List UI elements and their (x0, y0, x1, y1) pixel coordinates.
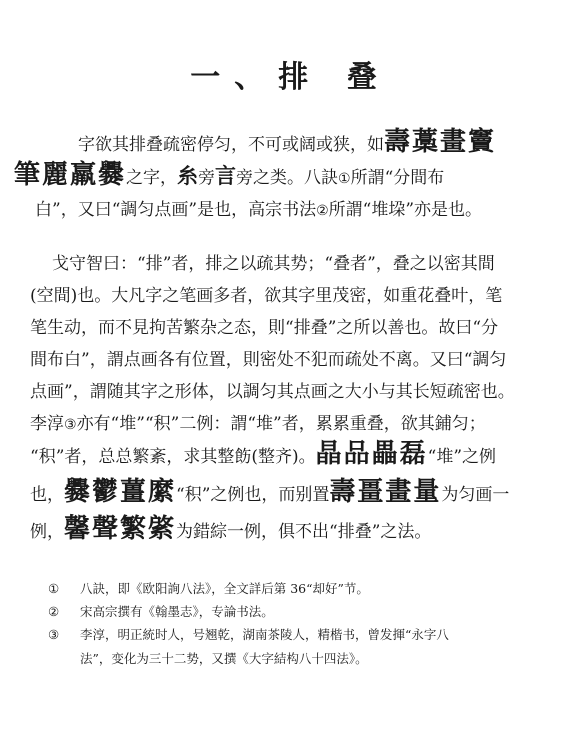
footnote-number: ③ (48, 627, 60, 642)
footnote-text: 八訣，即《欧阳詢八法》，全文詳后第 36“却好”节。 (80, 581, 369, 596)
text: 旁之类。八訣 (236, 168, 339, 188)
text: 例， (30, 522, 64, 542)
example-characters: 爨鬱薑縻 (64, 477, 177, 507)
para1-line-3 (35, 198, 482, 223)
para2-line-3 (30, 316, 498, 340)
text: 戈守智曰：“排”者，排之以疏其势；“叠者”，叠之以密其間 (52, 254, 495, 274)
text: “堆”之例 (427, 447, 497, 467)
footnote-text-continued: 法”，变化为三十二势，又撰《大字結构八十四法》。 (80, 651, 368, 666)
text: (空間)也。大凡字之笔画多者，欲其字里茂密，如重花叠叶，笔 (30, 286, 503, 306)
para2-line-9 (30, 514, 432, 544)
footnote-marker: ② (316, 203, 329, 219)
para2-line-5 (30, 380, 515, 404)
section-title: 一、排 叠 (190, 60, 391, 95)
para2-line-7 (30, 439, 497, 469)
para2-line-1 (52, 252, 495, 276)
text: 所謂“分間布 (350, 168, 445, 188)
para1-line-1 (78, 127, 497, 157)
text: 李淳 (30, 414, 64, 434)
footnote-marker: ③ (64, 417, 77, 433)
radical-character: 糸 (177, 163, 199, 188)
example-characters: 筆麗羸爨 (14, 160, 127, 190)
footnote-number: ① (48, 581, 60, 596)
text: 旁 (198, 168, 216, 188)
footnote-marker: ① (338, 171, 351, 187)
para2-line-8 (30, 477, 510, 507)
text: “积”者，总总繁紊，求其整飭(整齐)。 (30, 447, 316, 467)
example-characters: 壽藁畫竇 (384, 127, 497, 157)
para1-line-2 (14, 160, 445, 191)
footnote-text: 宋高宗撰有《翰墨志》，专論书法。 (80, 604, 274, 619)
example-characters: 壽畺畫量 (329, 477, 442, 507)
example-characters: 馨聲繁綮 (64, 514, 177, 544)
footnote-number: ② (48, 604, 60, 619)
footnote-text: 李淳，明正統时人，号翘乾，湖南茶陵人，精楷书，曾发揮“永字八 (80, 627, 449, 642)
radical-character: 言 (215, 163, 237, 188)
text: 点画”，謂随其字之形体，以調匀其点画之大小与其长短疏密也。 (30, 382, 515, 402)
text: “积”之例也，而别置 (176, 485, 330, 505)
text: 之字， (126, 168, 178, 188)
text: 白”，又曰“調匀点画”是也，高宗书法 (35, 200, 317, 220)
text: 也， (30, 485, 64, 505)
example-characters: 晶品畾磊 (315, 439, 428, 469)
text: 为錯綜一例，俱不出“排叠”之法。 (176, 522, 432, 542)
text: 所謂“堆垜”亦是也。 (328, 200, 483, 220)
para2-line-2 (30, 284, 502, 308)
text: 为匀画一 (441, 485, 510, 505)
text: 亦有“堆”“积”二例：謂“堆”者，累累重叠，欲其鋪匀； (76, 414, 486, 434)
para2-line-4 (30, 348, 506, 372)
text: 間布白”，謂点画各有位置，則密处不犯而疏处不离。又曰“調匀 (30, 350, 507, 370)
text: 笔生动，而不見拘苦繁杂之态，則“排叠”之所以善也。故曰“分 (30, 318, 499, 338)
text: 字欲其排叠疏密停匀，不可或阔或狭，如 (78, 135, 384, 155)
para2-line-6 (30, 412, 486, 437)
